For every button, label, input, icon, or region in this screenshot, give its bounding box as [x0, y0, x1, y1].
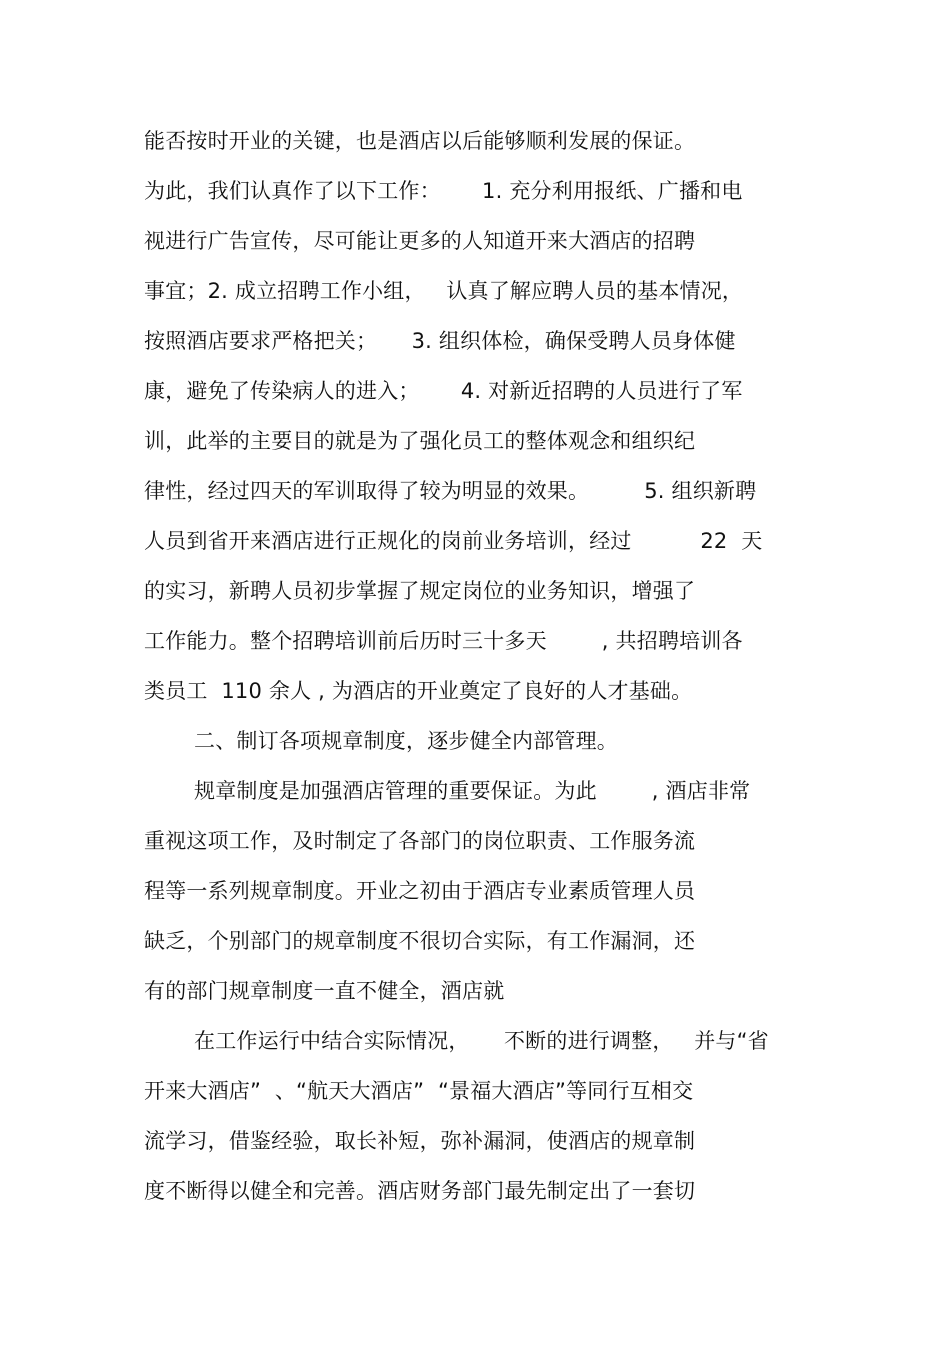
text-line: 类员工 110 余人 , 为酒店的开业奠定了良好的人才基础。	[144, 679, 693, 703]
text-line: 训，此举的主要目的就是为了强化员工的整体观念和组织纪	[144, 429, 696, 453]
text-line: 律性，经过四天的军训取得了较为明显的效果。 5. 组织新聘	[144, 479, 757, 503]
text-line: 开来大酒店” 、“航天大酒店” “景福大酒店”等同行互相交	[144, 1079, 694, 1103]
text-line: 能否按时开业的关键，也是酒店以后能够顺利发展的保证。	[144, 129, 696, 153]
text-line: 事宜；2. 成立招聘工作小组， 认真了解应聘人员的基本情况，	[144, 279, 744, 303]
text-line: 工作能力。整个招聘培训前后历时三十多天 , 共招聘培训各	[144, 629, 743, 653]
text-line: 缺乏，个别部门的规章制度不很切合实际，有工作漏洞，还	[144, 929, 696, 953]
text-line: 人员到省开来酒店进行正规化的岗前业务培训，经过 22 天	[144, 529, 763, 553]
text-line: 有的部门规章制度一直不健全，酒店就	[144, 979, 505, 1003]
section-heading: 二、制订各项规章制度，逐步健全内部管理。	[194, 729, 618, 753]
text-line: 视进行广告宣传，尽可能让更多的人知道开来大酒店的招聘	[144, 229, 696, 253]
text-line: 重视这项工作，及时制定了各部门的岗位职责、工作服务流	[144, 829, 696, 853]
text-line: 度不断得以健全和完善。酒店财务部门最先制定出了一套切	[144, 1179, 696, 1203]
text-line: 规章制度是加强酒店管理的重要保证。为此 , 酒店非常	[194, 779, 751, 803]
text-line: 为此，我们认真作了以下工作： 1. 充分利用报纸、广播和电	[144, 179, 743, 203]
text-line: 程等一系列规章制度。开业之初由于酒店专业素质管理人员	[144, 879, 696, 903]
text-line: 流学习，借鉴经验，取长补短，弥补漏洞，使酒店的规章制	[144, 1129, 696, 1153]
text-line: 的实习，新聘人员初步掌握了规定岗位的业务知识，增强了	[144, 579, 696, 603]
text-line: 按照酒店要求严格把关； 3. 组织体检，确保受聘人员身体健	[144, 329, 736, 353]
text-line: 在工作运行中结合实际情况， 不断的进行调整， 并与“省	[194, 1029, 769, 1053]
text-line: 康，避免了传染病人的进入； 4. 对新近招聘的人员进行了军	[144, 379, 743, 403]
